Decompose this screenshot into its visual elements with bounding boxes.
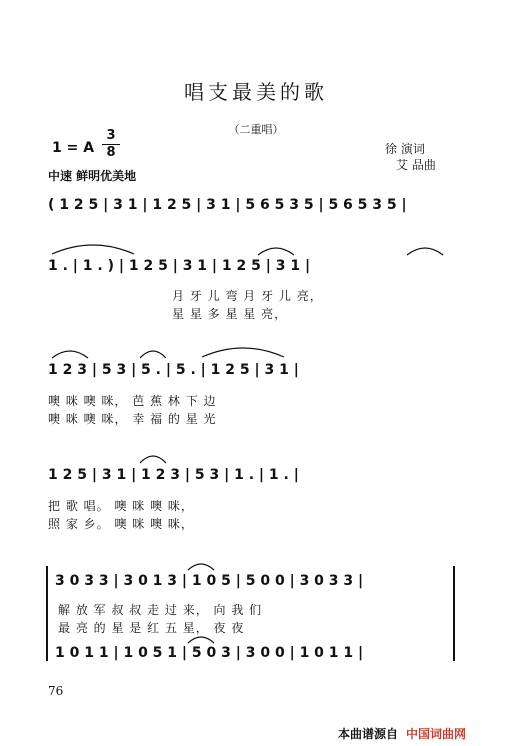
source-footer: [338, 725, 466, 742]
lyric-line-4b: 照 家 乡。 噢 咪 噢 咪，: [48, 517, 194, 531]
source-site-link[interactable]: 中国词曲网: [406, 727, 467, 741]
page-number: 76: [48, 684, 64, 698]
system-bracket: [46, 566, 48, 661]
slur: [48, 240, 138, 256]
slur: [138, 346, 168, 360]
source-label: 本曲谱源自: [338, 727, 399, 741]
time-signature: [100, 129, 122, 160]
slur: [186, 633, 216, 645]
key-signature: 1 = A: [52, 140, 95, 156]
time-sig-top: 3: [106, 128, 116, 143]
notation-line-6: 1 0 1 1 | 1 0 5 1 | 5 0 3 | 3 0 0 | 1 0 1 1 |: [55, 645, 364, 661]
slur: [198, 343, 288, 359]
notation-line-2: 1 . | 1 . ) | 1 2 5 | 3 1 | 1 2 5 | 3 1 |: [48, 258, 311, 274]
composer-credit: 艾 品曲: [396, 158, 436, 172]
notation-line-1: ( 1 2 5 | 3 1 | 1 2 5 | 3 1 | 5 6 5 3 5 | 5 6 5 3 5 |: [48, 197, 407, 213]
time-sig-bottom: 8: [106, 145, 116, 160]
lyric-line-2b: 星 星 多 星 星 亮，: [172, 307, 288, 321]
tempo-marking: 中速 鲜明优美地: [48, 169, 137, 183]
lyric-line-2a: 月 牙 儿 弯 月 牙 儿 亮，: [172, 289, 323, 303]
lyric-line-4a: 把 歌 唱。 噢 咪 噢 咪，: [48, 499, 194, 513]
lyric-line-5b: 最 亮 的 星 是 红 五 星， 夜 夜: [58, 621, 245, 635]
notation-line-4: 1 2 5 | 3 1 | 1 2 3 | 5 3 | 1 . | 1 . |: [48, 467, 299, 483]
lyric-line-3a: 噢 咪 噢 咪， 芭 蕉 林 下 边: [48, 394, 217, 408]
slur: [50, 346, 90, 360]
slur: [138, 451, 168, 465]
lyricist-credit: 徐 演词: [385, 142, 425, 156]
slur: [256, 243, 296, 257]
lyric-line-5a: 解 放 军 叔 叔 走 过 来， 向 我 们: [58, 603, 263, 617]
notation-line-3: 1 2 3 | 5 3 | 5 . | 5 . | 1 2 5 | 3 1 |: [48, 362, 299, 378]
subtitle: （二重唱）: [228, 123, 284, 136]
slur: [405, 243, 445, 257]
notation-line-5: 3 0 3 3 | 3 0 1 3 | 1 0 5 | 5 0 0 | 3 0 3 3 |: [55, 573, 364, 589]
lyric-line-3b: 噢 咪 噢 咪， 幸 福 的 星 光: [48, 412, 217, 426]
slur: [186, 560, 216, 572]
song-title: 唱支最美的歌: [184, 80, 328, 104]
